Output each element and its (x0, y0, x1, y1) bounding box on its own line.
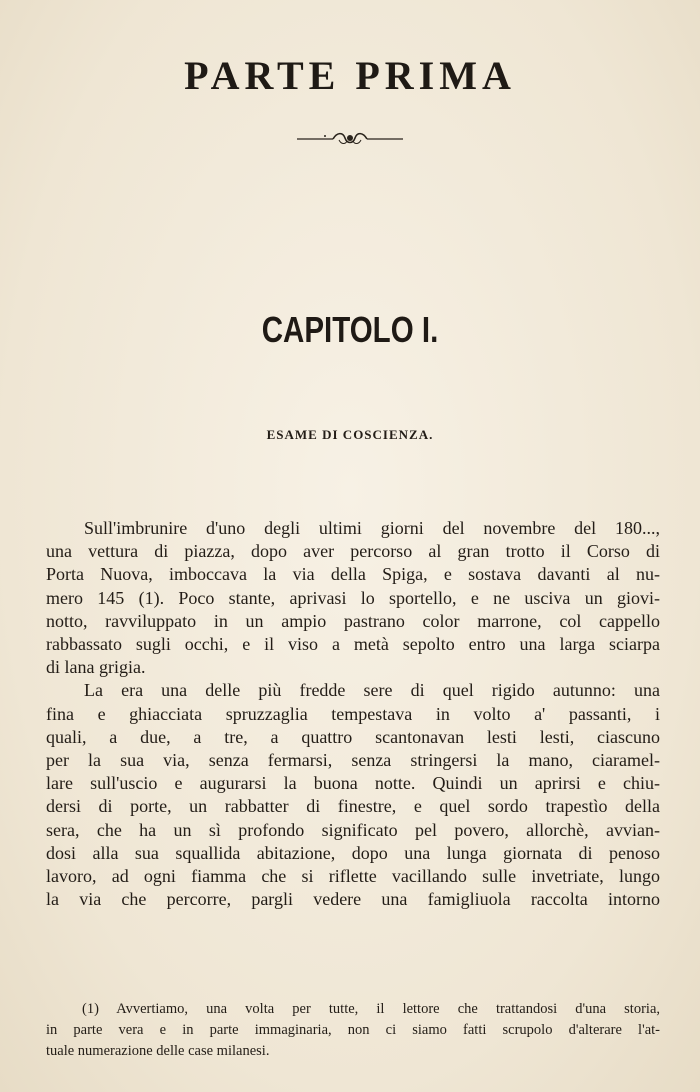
paragraph-line: dersi di porte, un rabbatter di finestre, e quel sordo trapestìo della (46, 796, 660, 817)
paragraph-line: dosi alla sua squallida abitazione, dopo una lunga giornata di penoso (46, 842, 660, 863)
footnote-line: in parte vera e in parte immaginaria, non ci siamo fatti scrupolo d'alterare l'at- (46, 1022, 660, 1038)
footnote-line: tuale numerazione delle case milanesi. (46, 1043, 270, 1059)
paragraph-line: Porta Nuova, imboccava la via della Spiga, e sostava davanti al nu- (46, 564, 660, 585)
paragraph-line: di lana grigia. (46, 657, 146, 678)
paragraph-line: fina e ghiacciata spruzzaglia tempestava in volto a' passanti, i (46, 703, 660, 724)
paragraph-line: mero 145 (1). Poco stante, aprivasi lo sportello, e ne usciva un giovi- (46, 587, 660, 608)
paragraph-line: la via che percorre, pargli vedere una famigliuola raccolta intorno (46, 889, 660, 910)
paragraph-line: sera, che ha un sì profondo significato pel povero, allorchè, avvian- (46, 819, 660, 840)
paragraph-line: per la sua via, senza fermarsi, senza stringersi la mano, ciaramel- (46, 750, 660, 771)
paragraph-line: lavoro, ad ogni fiamma che si riflette vacillando sulle invetriate, lungo (46, 866, 660, 887)
part-title: PARTE PRIMA (184, 53, 516, 98)
flourish-ornament-icon (295, 128, 405, 148)
paragraph-line: quali, a due, a tre, a quattro scantonavan lesti lesti, ciascuno (46, 726, 660, 747)
body-text (46, 517, 660, 911)
chapter-title: CAPITOLO I. (261, 309, 439, 350)
footnote (46, 999, 660, 1062)
paragraph-line: rabbassato sugli occhi, e il viso a metà sepolto entro una larga sciarpa (46, 634, 660, 655)
paragraph-line: lare sull'uscio e augurarsi la buona notte. Quindi un aprirsi e chiu- (46, 773, 660, 794)
chapter-subtitle: ESAME DI COSCIENZA. (266, 427, 434, 442)
paragraph-line: una vettura di piazza, dopo aver percorso al gran trotto il Corso di (46, 541, 660, 562)
paragraph-line: Sull'imbrunire d'uno degli ultimi giorni del novembre del 180..., (84, 518, 660, 538)
paragraph-line: La era una delle più fredde sere di quel rigido autunno: una (84, 680, 660, 701)
paragraph-line: notto, ravviluppato in un ampio pastrano color marrone, col cappello (46, 610, 660, 631)
footnote-line: (1) Avvertiamo, una volta per tutte, il lettore che trattandosi d'una storia, (82, 1001, 660, 1017)
ornament-divider (0, 128, 700, 148)
